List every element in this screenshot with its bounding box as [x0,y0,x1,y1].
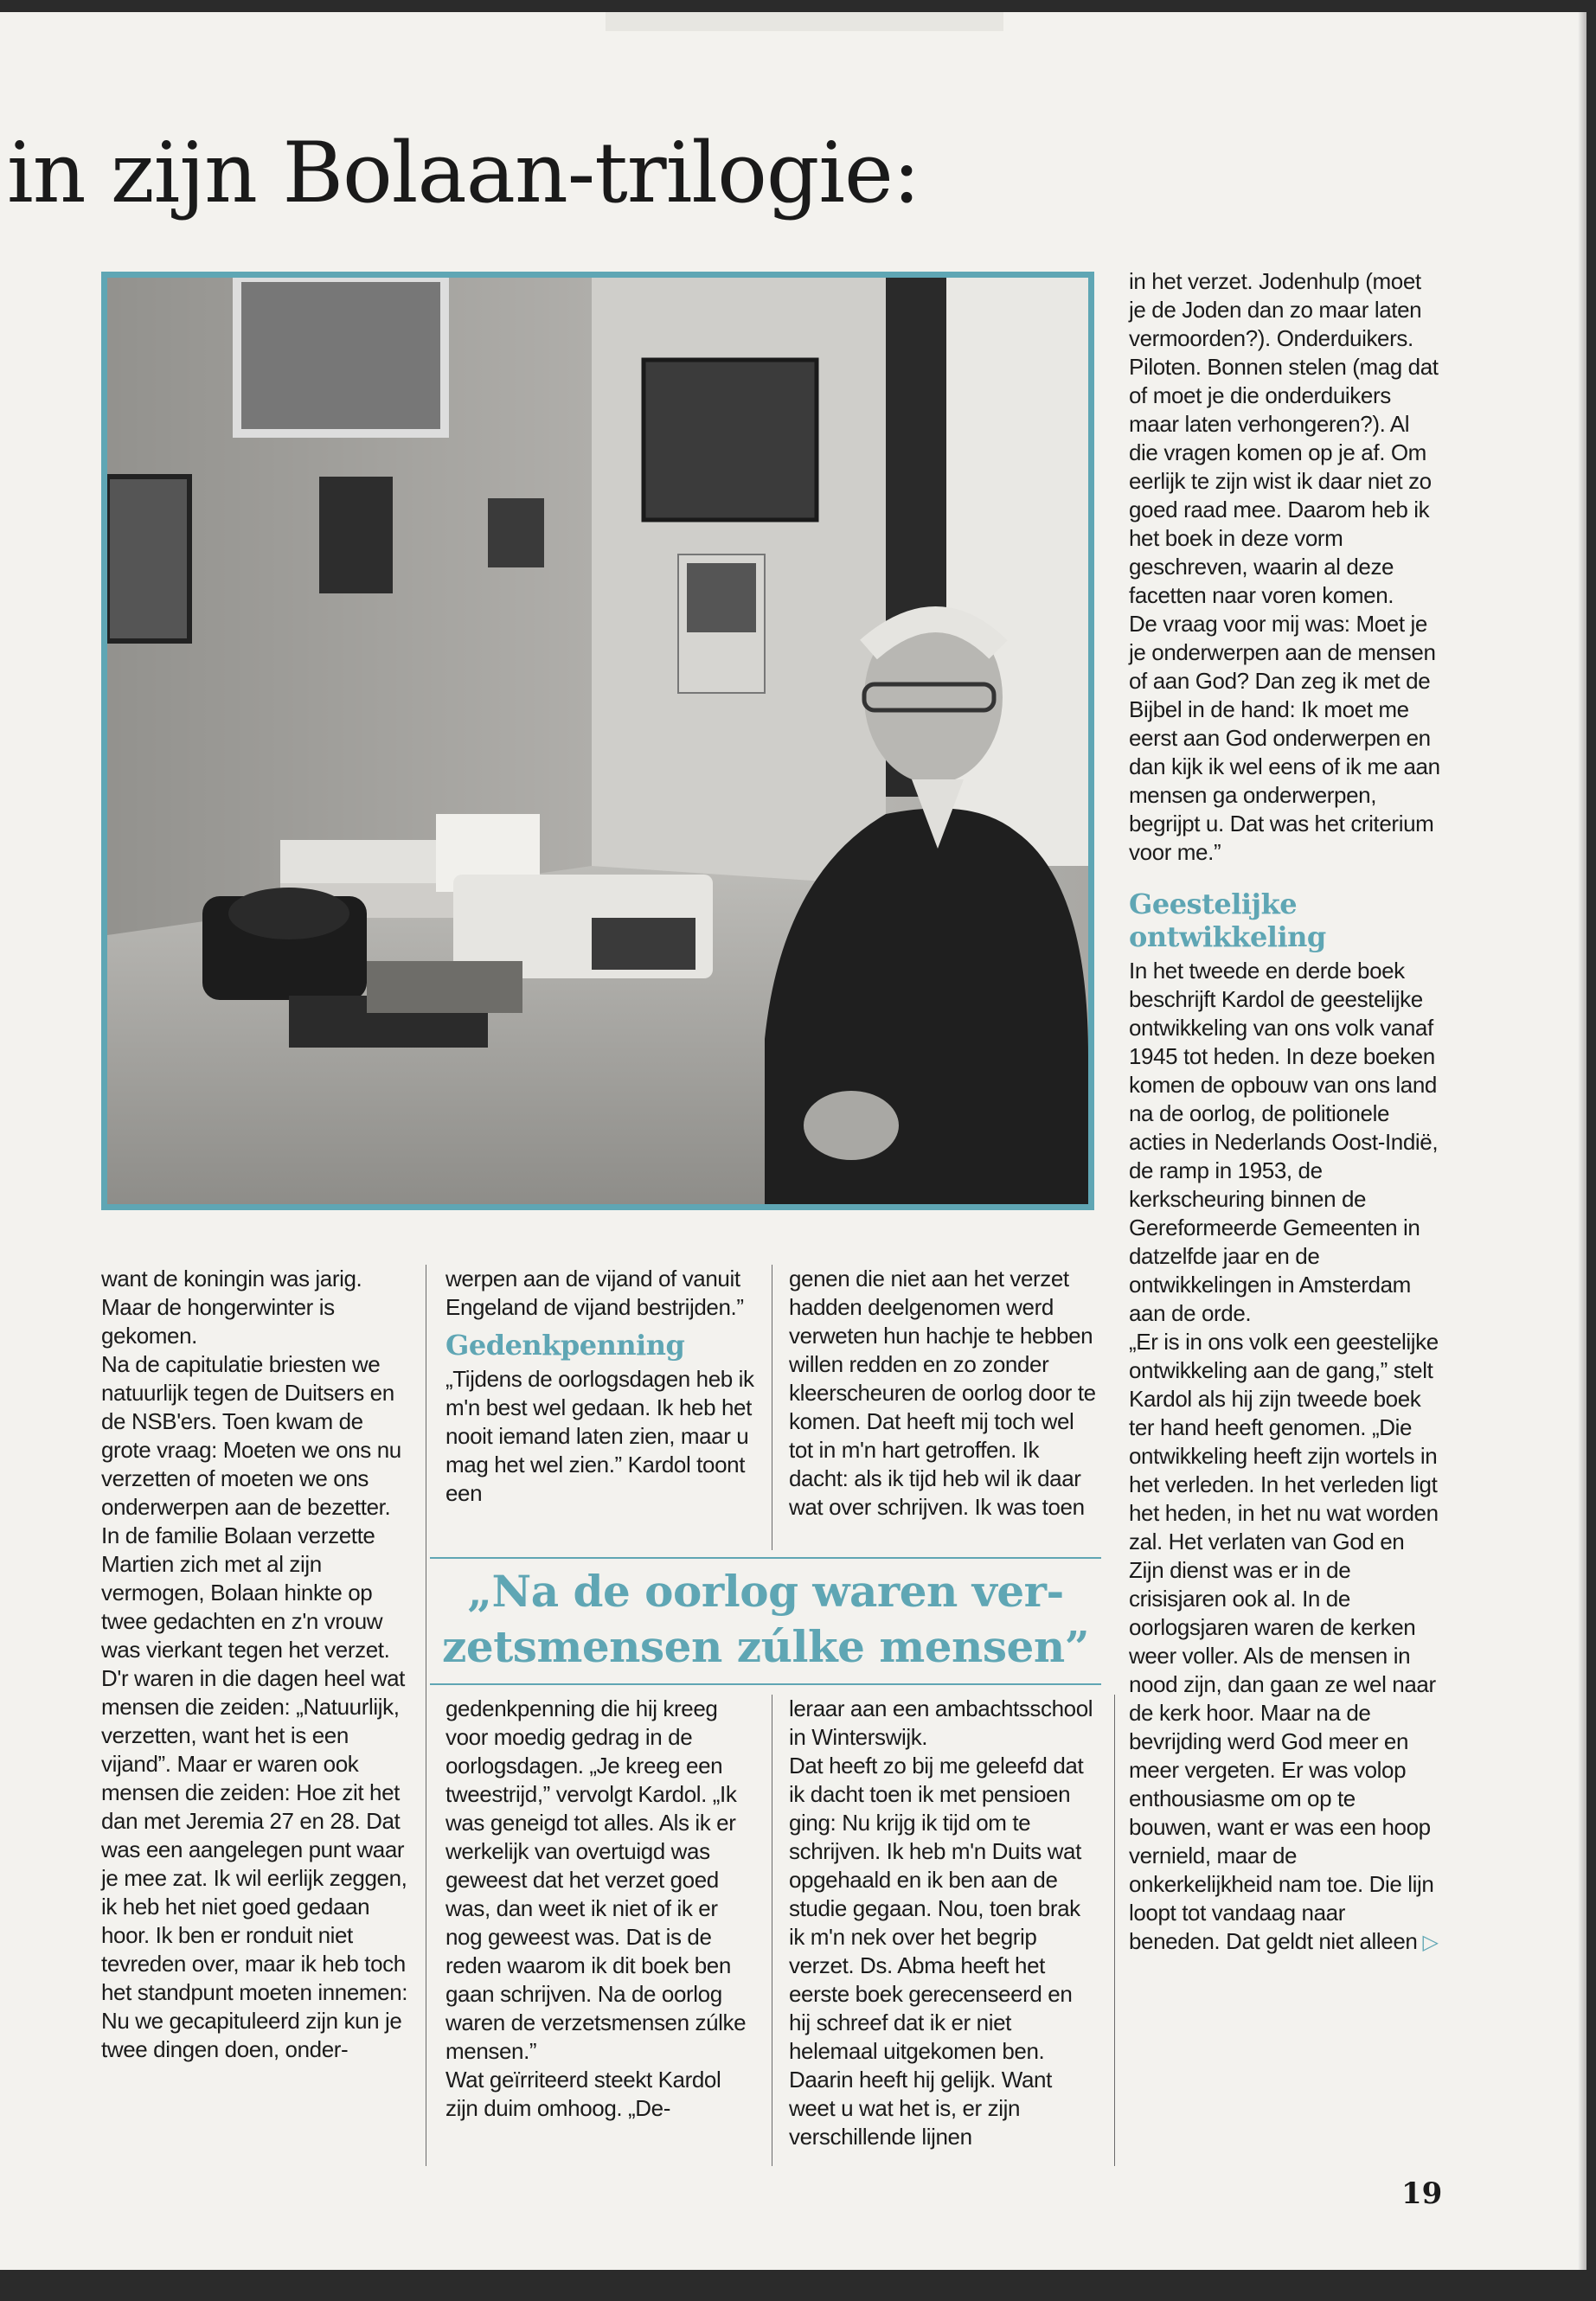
article-column-3-top [789,1265,1098,1522]
paragraph: leraar aan een ambachtsschool in Winterswijk. [789,1695,1093,1750]
paragraph: want de koningin was jarig. Maar de hongerwinter is gekomen. [101,1266,362,1349]
paragraph: Wat geïrriteerd steekt Kardol zijn duim omhoog. „De- [445,2067,721,2121]
paragraph: gedenkpenning die hij kreeg voor moedig gedrag in de oorlogsdagen. „Je kreeg een tweestrijd,” vervolgt Kardol. „Ik was geneigd tot alles. Als ik er werkelijk van overtuigd was geweest dat het verzet goed was, dan weet ik niet of ik er nog geweest was. Dat is de reden waarom ik dit boek ben gaan schrijven. Na de oorlog waren de verzetsmensen zúlke mensen.” [445,1695,747,2064]
paragraph: Na de capitulatie briesten we natuurlijk tegen de Duitsers en de NSB'ers. Toen kwam de grote vraag: Moeten we ons nu verzetten of moeten we ons onderwerpen aan de bezetter. [101,1351,401,1520]
pull-quote-line: zetsmensen zúlke mensen” [442,1621,1089,1672]
subheading-gedenkpenning: Gedenkpenning [445,1329,685,1362]
article-column-right [1129,267,1440,1957]
pull-quote-line: „Na de oorlog waren ver- [467,1566,1064,1617]
pull-quote [430,1557,1101,1685]
paragraph: in het verzet. Jodenhulp (moet je de Joden dan zo maar laten vermoorden?). Onderduikers. Piloten. Bonnen stelen (mag dat of moet je die onderduikers maar laten verhongeren?). Al die vragen komen op je af. Om eerlijk te zijn wist ik daar niet zo goed raad mee. Daarom heb ik het boek in deze vorm geschreven, waarin al deze facetten naar voren komen. [1129,268,1439,608]
paragraph: genen die niet aan het verzet hadden deelgenomen werd verweten hun hachje te hebben willen redden en zo zonder kleerscheuren de oorlog door te komen. Dat heeft mij toch wel tot in m'n hart getroffen. Ik dacht: als ik tijd heb wil ik daar wat over schrijven. Ik was toen [789,1266,1096,1520]
author-at-typewriter-photo [107,278,1088,1204]
subheading-geestelijke-ontwikkeling: Geestelijke ontwikkeling [1129,888,1326,953]
photo-frame [101,272,1094,1210]
continue-arrow-icon: ▷ [1422,1931,1439,1954]
article-column-2-top [445,1265,754,1508]
page-number: 19 [1401,2176,1443,2211]
paragraph: werpen aan de vijand of vanuit Engeland de vijand bestrijden.” [445,1266,744,1320]
paragraph: „Tijdens de oorlogsdagen heb ik m'n best wel gedaan. Ik heb het nooit iemand laten zien, maar u mag het wel zien.” Kardol toont een [445,1366,754,1506]
paragraph: In de familie Bolaan verzette Martien zich met al zijn vermogen, Bolaan hinkte op twee gedachten en z'n vrouw was vierkant tegen het verzet. D'r waren in die dagen heel wat mensen die zeiden: „Natuurlijk, verzetten, want het is een vijand”. Maar er waren ook mensen die zeiden: Hoe zit het dan met Jeremia 27 en 28. Dat was een aangelegen punt waar je mee zat. Ik wil eerlijk zeggen, ik heb het niet goed gedaan hoor. Ik ben er ronduit niet tevreden over, maar ik heb toch het standpunt moeten innemen: Nu we gecapituleerd zijn kun je twee dingen doen, onder- [101,1522,408,2062]
paragraph: De vraag voor mij was: Moet je je onderwerpen aan de mensen of aan God? Dan zeg ik met de Bijbel in de hand: Ik moet me eerst aan God onderwerpen en dan kijk ik wel eens of ik me aan mensen ga onderwerpen, begrijpt u. Dat was het criterium voor me.” [1129,611,1440,865]
article-column-3-bottom [789,1695,1098,2151]
magazine-page [0,12,1586,2270]
headline: in zijn Bolaan-trilogie: [7,125,920,221]
article-column-1 [101,1265,408,2064]
paragraph-text: „Er is in ons volk een geestelijke ontwikkeling aan de gang,” stelt Kardol als hij zijn tweede boek ter hand heeft genomen. „Die ontwikkeling heeft zijn wortels in het verleden. In het verleden ligt het heden, in het nu wat worden zal. Het verlaten van God en Zijn dienst was er in de crisisjaren ook al. In de oorlogsjaren waren de kerken weer voller. Als de mensen in nood zijn, dan gaan ze wel naar de kerk hoor. Maar na de bevrijding werd God meer en meer vergeten. Er was volop enthousiasme om op te bouwen, want er was een hoop vernield, maar de onkerkelijkheid nam toe. Die lijn loopt tot vandaag naar beneden. Dat geldt niet alleen [1129,1329,1439,1954]
faded-top-margin [606,12,1003,31]
paragraph [1129,1328,1440,1957]
paragraph: In het tweede en derde boek beschrijft Kardol de geestelijke ontwikkeling van ons volk vanaf 1945 tot heden. In deze boeken komen de opbouw van ons land na de oorlog, de politionele acties in Nederlands Oost-Indië, de ramp in 1953, de kerkscheuring binnen de Gereformeerde Gemeenten in datzelfde jaar en de ontwikkelingen in Amsterdam aan de orde. [1129,958,1439,1326]
column-divider [1114,1695,1115,2166]
paragraph: Dat heeft zo bij me geleefd dat ik dacht toen ik met pensioen ging: Nu krijg ik tijd om te schrijven. Ik heb m'n Duits wat opgehaald en ik ben aan de studie gegaan. Nou, toen brak ik m'n nek over het begrip verzet. Ds. Abma heeft het eerste boek gerecenseerd en hij schreef dat ik er niet helemaal uitgekomen ben. Daarin heeft hij gelijk. Want weet u wat het is, er zijn verschillende lijnen [789,1753,1084,2150]
article-column-2-bottom [445,1695,754,2123]
